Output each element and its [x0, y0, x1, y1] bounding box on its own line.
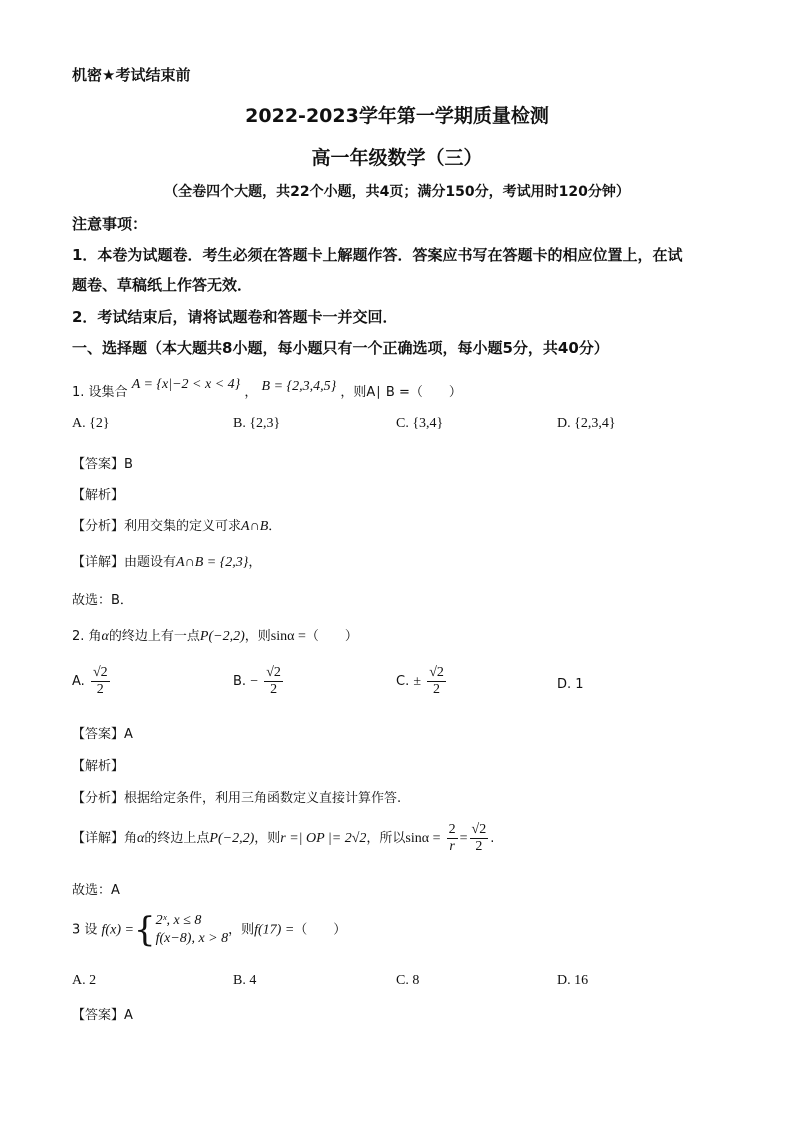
q1-stem — [72, 377, 462, 401]
q2-detail-r: r =| OP |= 2√2 — [280, 831, 367, 846]
fraction-denominator: 2 — [433, 682, 441, 697]
q2-answer — [72, 723, 133, 742]
q2-stem-d: （ ） — [305, 629, 358, 644]
left-brace-icon: { — [133, 910, 156, 950]
q3-f17: f(17) = — [254, 922, 295, 938]
notes-item2: 2．考试结束后，请将试题卷和答题卡一并交回． — [72, 308, 398, 326]
q2-detail-fraction-1 — [447, 822, 458, 855]
q1-option-b: B. {2,3} — [233, 416, 281, 431]
q2-option-c-label: C. — [396, 674, 410, 689]
q1-analysis-label: 【解析】 — [72, 488, 125, 503]
exam-title: 2022-2023学年第一学期质量检测 — [245, 105, 549, 127]
fraction-numerator: √2 — [471, 822, 487, 837]
q3-answer-value: A — [124, 1008, 133, 1023]
q2-point: P(−2,2) — [199, 629, 245, 644]
q2-stem — [72, 625, 358, 645]
q3-stem — [72, 912, 346, 948]
fraction-numerator: 2 — [448, 822, 456, 837]
q2-option-b-fraction — [264, 665, 283, 698]
q2-option-c — [396, 665, 448, 698]
q3-option-c: C. 8 — [396, 973, 420, 988]
q3-piecewise — [156, 912, 229, 948]
q1-fenxi-end: ． — [268, 519, 282, 534]
q3-ask-b: （ ） — [294, 922, 347, 938]
q2-option-c-fraction — [427, 665, 446, 698]
detail-label: 【详解】 — [72, 555, 125, 570]
fraction-denominator: r — [449, 839, 455, 854]
q1-detail-math: A∩B = {2,3} — [176, 555, 249, 570]
q3-option-d: D. 16 — [557, 973, 589, 988]
q1-choose-value: B． — [111, 593, 133, 608]
fraction-denominator: 2 — [96, 682, 104, 697]
q1-option-a: A. {2} — [72, 416, 110, 431]
fraction-numerator: √2 — [266, 665, 281, 680]
fenxi-label: 【分析】 — [72, 791, 125, 806]
q2-detail — [72, 822, 494, 855]
fenxi-label: 【分析】 — [72, 519, 125, 534]
q1-detail-end: ， — [248, 555, 262, 570]
q1-answer-value: B — [124, 457, 133, 472]
q1-detail-text: 由题设有 — [124, 555, 177, 570]
q2-detail-equals: = — [459, 831, 468, 846]
q2-choose-value: A — [111, 883, 120, 898]
q2-option-b-label: B. — [233, 674, 247, 689]
q2-detail-b: 的终边上点 — [144, 831, 210, 846]
q3-answer — [72, 1004, 133, 1023]
q3-case-1: 2ˣ, x ≤ 8 — [155, 913, 202, 928]
q3-case-2: f(x−8), x > 8 — [155, 931, 229, 946]
answer-label: 【答案】 — [72, 1008, 125, 1023]
q1-option-d: D. {2,3,4} — [557, 416, 616, 431]
confidential-label: 机密★考试结束前 — [72, 66, 191, 84]
q1-set-b: B = {2,3,4,5} — [261, 379, 337, 394]
q1-sep: ， — [244, 385, 258, 400]
choose-label: 故选： — [72, 593, 112, 608]
q1-option-c: C. {3,4} — [396, 416, 444, 431]
section-heading: 一、选择题（本大题共8小题，每小题只有一个正确选项，每小题5分，共40分） — [72, 339, 609, 357]
exam-subtitle: 高一年级数学（三） — [311, 147, 483, 169]
q2-option-b — [233, 665, 285, 698]
q1-choose — [72, 589, 133, 608]
choose-label: 故选： — [72, 883, 112, 898]
q2-option-a-label: A. — [72, 674, 85, 689]
exam-info: （全卷四个大题，共22个小题，共4页；满分150分，考试用时120分钟） — [164, 184, 630, 200]
fraction-numerator: √2 — [92, 665, 108, 680]
notes-item1-line1: 1．本卷为试题卷．考生必须在答题卡上解题作答．答案应书写在答题卡的相应位置上，在试 — [72, 246, 683, 264]
q1-number: 1. 设集合 — [72, 385, 128, 400]
q2-option-a-fraction — [91, 665, 110, 698]
q2-option-c-sign: ± — [413, 674, 422, 689]
q1-fenxi-text: 利用交集的定义可求 — [124, 519, 242, 534]
q1-fenxi-math: A∩B — [241, 519, 269, 534]
q2-detail-c: ，则 — [254, 831, 281, 846]
q2-analysis-label: 【解析】 — [72, 759, 125, 774]
answer-label: 【答案】 — [72, 727, 125, 742]
q2-choose — [72, 879, 120, 898]
q2-sin: sinα = — [270, 629, 306, 644]
q1-set-a: A = {x|−2 < x < 4} — [131, 377, 241, 392]
q2-detail-a: 角 — [124, 831, 138, 846]
q1-answer — [72, 453, 133, 472]
q3-fx: f(x) = — [101, 922, 134, 938]
detail-label: 【详解】 — [72, 831, 125, 846]
q3-option-a: A. 2 — [72, 973, 97, 988]
q2-detail-point: P(−2,2) — [209, 831, 255, 846]
q2-answer-value: A — [124, 727, 133, 742]
fraction-numerator: √2 — [429, 665, 444, 680]
q2-option-d: D. 1 — [557, 677, 584, 692]
q3-number: 3 设 — [72, 922, 98, 938]
fraction-denominator: 2 — [270, 682, 278, 697]
alpha-symbol: α — [137, 831, 145, 846]
q1-question: ，则A∣ B =（ ） — [340, 385, 462, 400]
notes-heading: 注意事项： — [72, 215, 148, 233]
q2-stem-b: 的终边上有一点 — [108, 629, 200, 644]
q2-stem-c: ，则 — [244, 629, 271, 644]
q1-detail — [72, 551, 261, 571]
answer-label: 【答案】 — [72, 457, 125, 472]
q2-fenxi-text: 根据给定条件，利用三角函数定义直接计算作答. — [124, 791, 402, 806]
q2-detail-end: . — [490, 831, 495, 846]
q3-ask-a: ，则 — [228, 922, 255, 938]
q1-fenxi — [72, 515, 281, 535]
q2-option-a — [72, 665, 112, 698]
fraction-denominator: 2 — [475, 839, 483, 854]
q2-fenxi — [72, 787, 401, 806]
q2-option-b-sign: − — [250, 674, 259, 689]
notes-item1-line2: 题卷、草稿纸上作答无效． — [72, 276, 253, 294]
q2-detail-sin: sinα = — [405, 831, 441, 846]
q2-detail-d: ，所以 — [366, 831, 406, 846]
q2-stem-a: 2. 角 — [72, 629, 102, 644]
q3-option-b: B. 4 — [233, 973, 257, 988]
alpha-symbol: α — [101, 629, 109, 644]
q2-detail-fraction-2 — [470, 822, 489, 855]
